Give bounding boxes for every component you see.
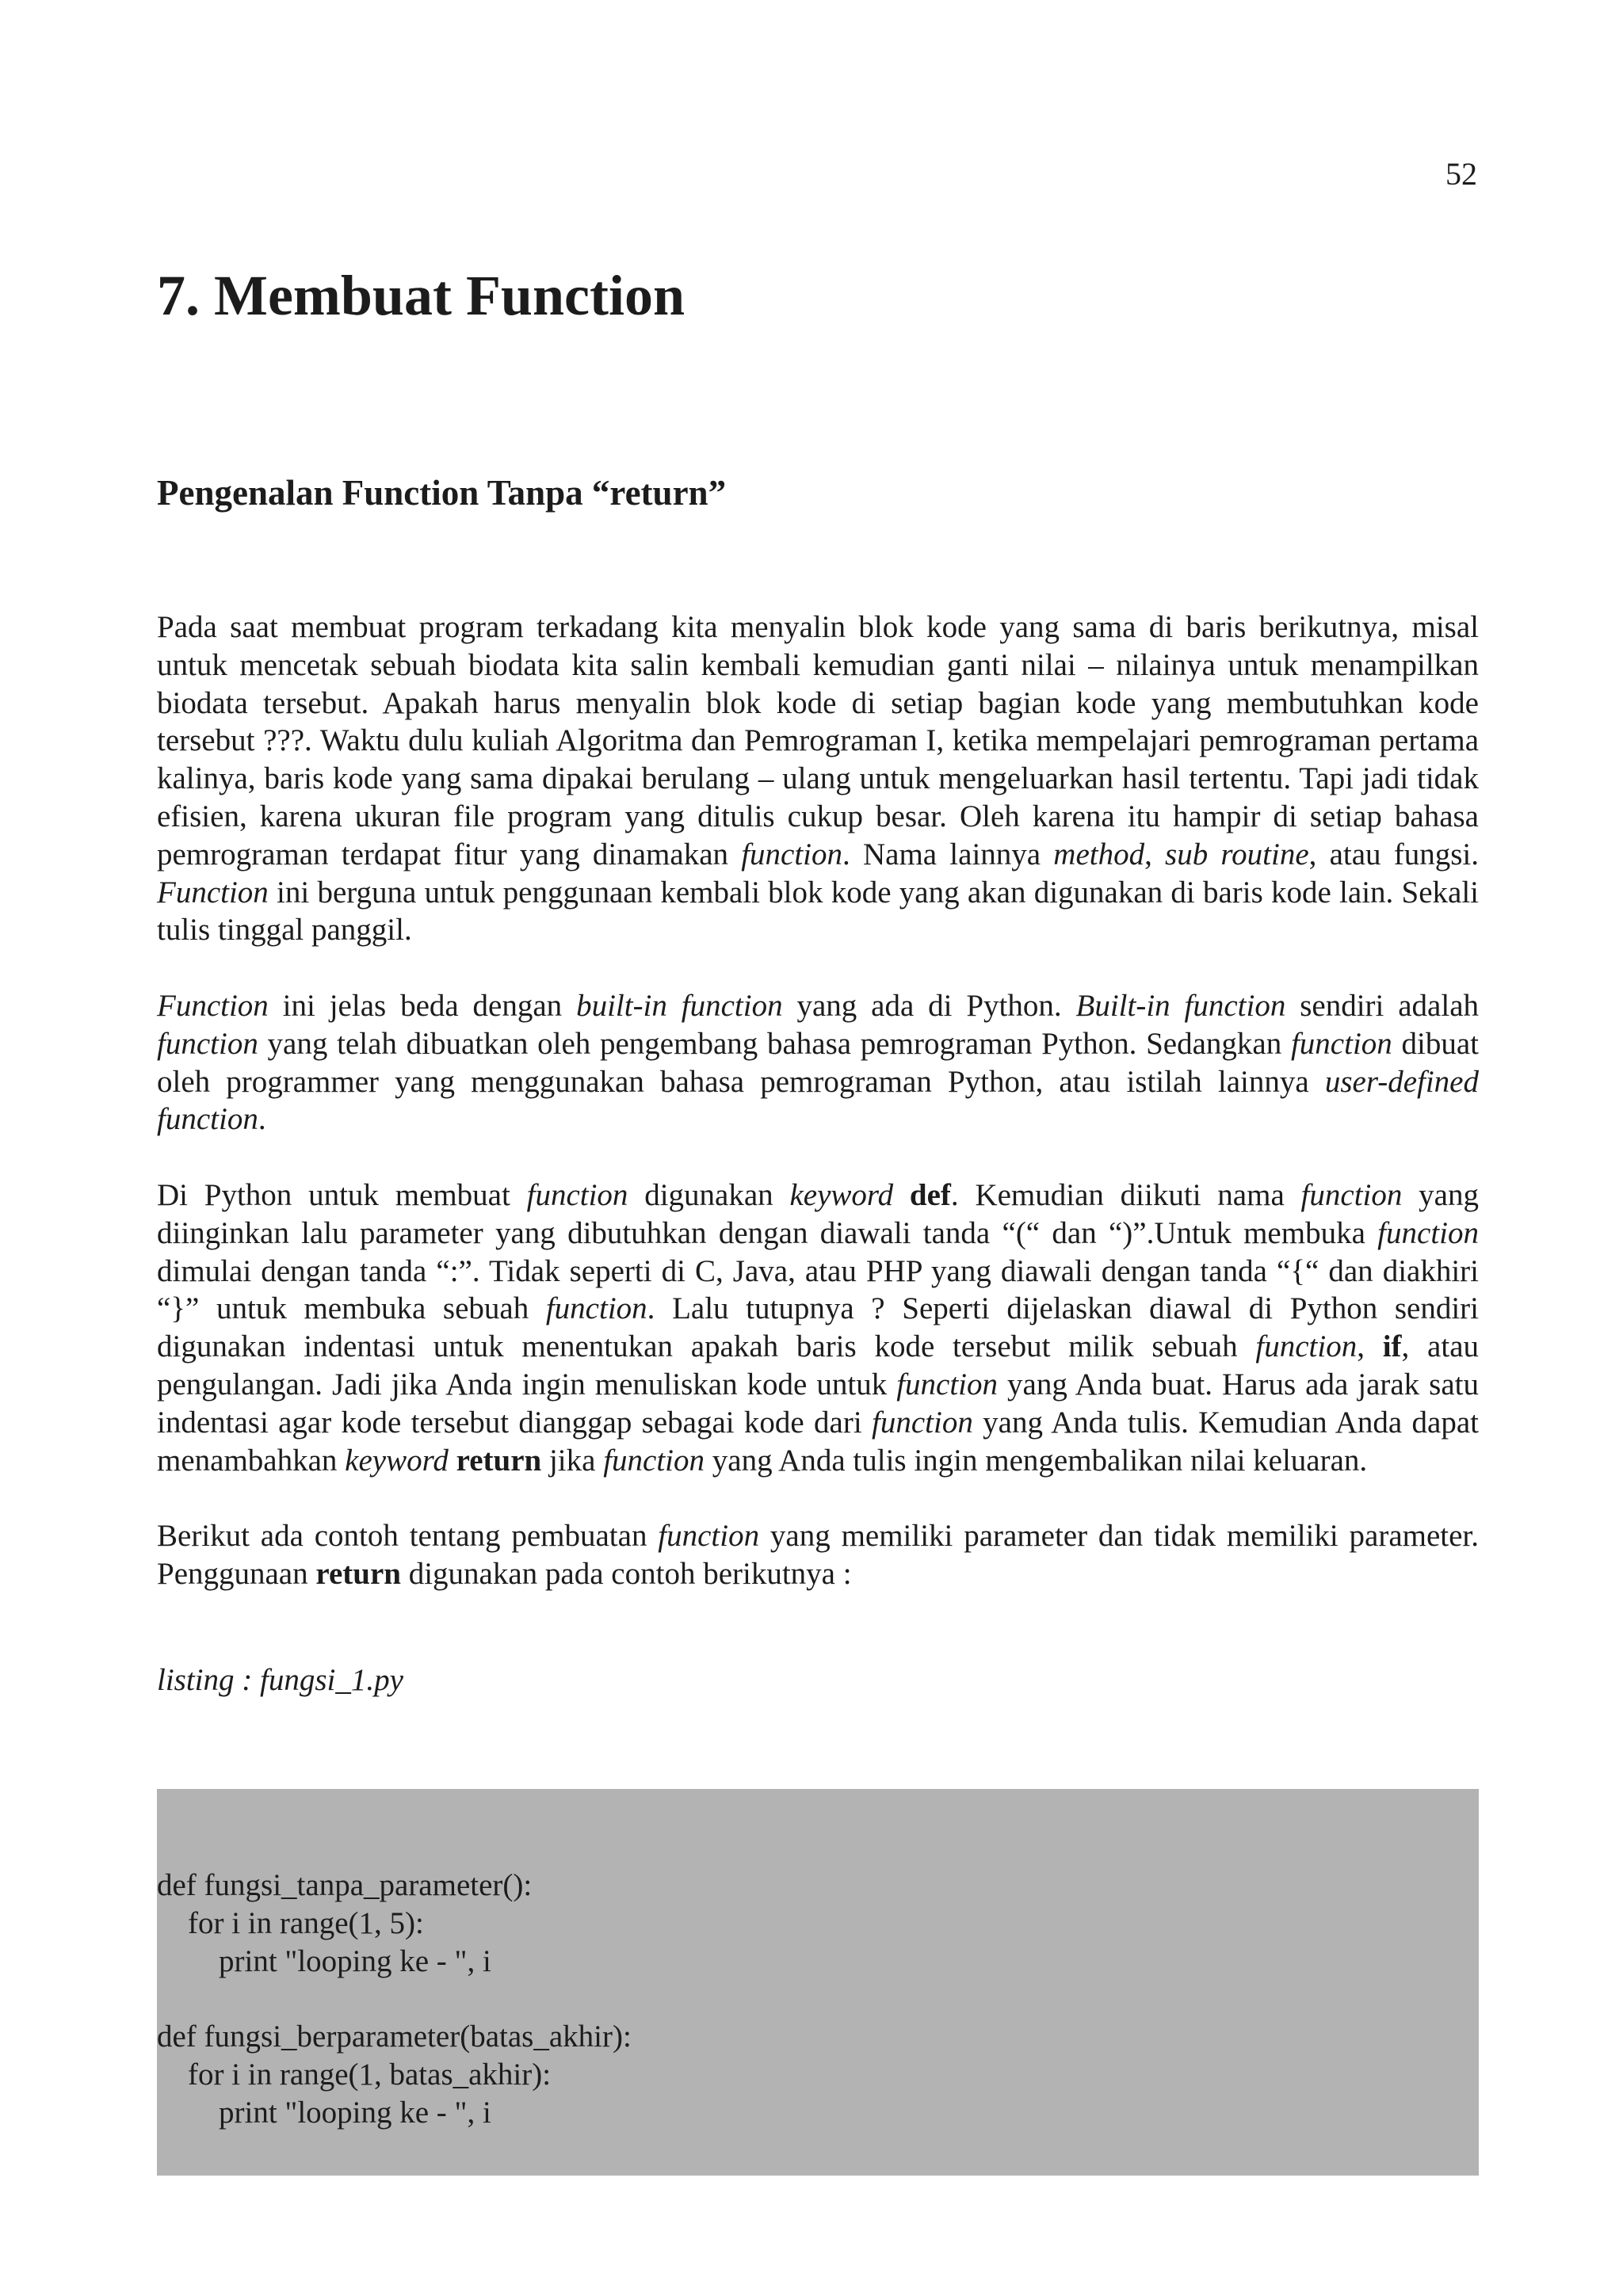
- section-title: Pengenalan Function Tanpa “return”: [157, 473, 727, 513]
- paragraph-intro: Pada saat membuat program terkadang kita menyalin blok kode yang sama di baris berikutnya, misal untuk mencetak sebuah biodata kita salin kembali kemudian ganti nilai – nilainya untuk menampilkan biodata tersebut. Apakah harus menyalin blok kode di setiap bagian kode yang membutuhkan kode tersebut ???. Waktu dulu kuliah Algoritma dan Pemrograman I, ketika mempelajari pemrograman pertama kalinya, baris kode yang sama dipakai berulang – ulang untuk mengeluarkan hasil tertentu. Tapi jadi tidak efisien, karena ukuran file program yang ditulis cukup besar. Oleh karena itu hampir di setiap bahasa pemrograman terdapat fitur yang dinamakan function. Nama lainnya method, sub routine, atau fungsi. Function ini berguna untuk penggunaan kembali blok kode yang akan digunakan di baris kode lain. Sekali tulis tinggal panggil.: [157, 610, 1479, 948]
- chapter-title: 7. Membuat Function: [157, 264, 685, 327]
- code-line: def fungsi_berparameter(batas_akhir):: [157, 2019, 632, 2054]
- code-block: [157, 1789, 1479, 2176]
- code-line: [157, 1980, 1479, 2018]
- body-text: [157, 608, 1479, 1631]
- code-line: def fungsi_tanpa_parameter():: [157, 1868, 533, 1902]
- code-line: print "looping ke - ", i: [157, 1943, 491, 1978]
- paragraph-builtin: Function ini jelas beda dengan built-in function yang ada di Python. Built-in function sendiri adalah function yang telah dibuatkan oleh pengembang bahasa pemrograman Python. Sedangkan function dibuat oleh programmer yang menggunakan bahasa pemrograman Python, atau istilah lainnya user-defined function.: [157, 988, 1480, 1137]
- paragraph-example-intro: Berikut ada contoh tentang pembuatan function yang memiliki parameter dan tidak memiliki parameter. Penggunaan return digunakan pada contoh berikutnya :: [157, 1519, 1480, 1591]
- listing-caption: listing : fungsi_1.py: [157, 1663, 403, 1697]
- paragraph-def-keyword: Di Python untuk membuat function digunakan keyword def. Kemudian diikuti nama function yang diinginkan lalu parameter yang dibutuhkan dengan diawali tanda “(“ dan “)”.Untuk membuka function dimulai dengan tanda “:”. Tidak seperti di C, Java, atau PHP yang diawali dengan tanda “{“ dan diakhiri “}” untuk membuka sebuah function. Lalu tutupnya ? Seperti dijelaskan diawal di Python sendiri digunakan indentasi untuk menentukan apakah baris kode tersebut milik sebuah function, if, atau pengulangan. Jadi jika Anda ingin menuliskan kode untuk function yang Anda buat. Harus ada jarak satu indentasi agar kode tersebut dianggap sebagai kode dari function yang Anda tulis. Kemudian Anda dapat menambahkan keyword return jika function yang Anda tulis ingin mengembalikan nilai keluaran.: [157, 1177, 1480, 1478]
- page-number: 52: [1445, 156, 1477, 192]
- code-line: for i in range(1, batas_akhir):: [157, 2057, 552, 2092]
- code-line: print "looping ke - ", i: [157, 2095, 491, 2130]
- code-line: for i in range(1, 5):: [157, 1905, 424, 1940]
